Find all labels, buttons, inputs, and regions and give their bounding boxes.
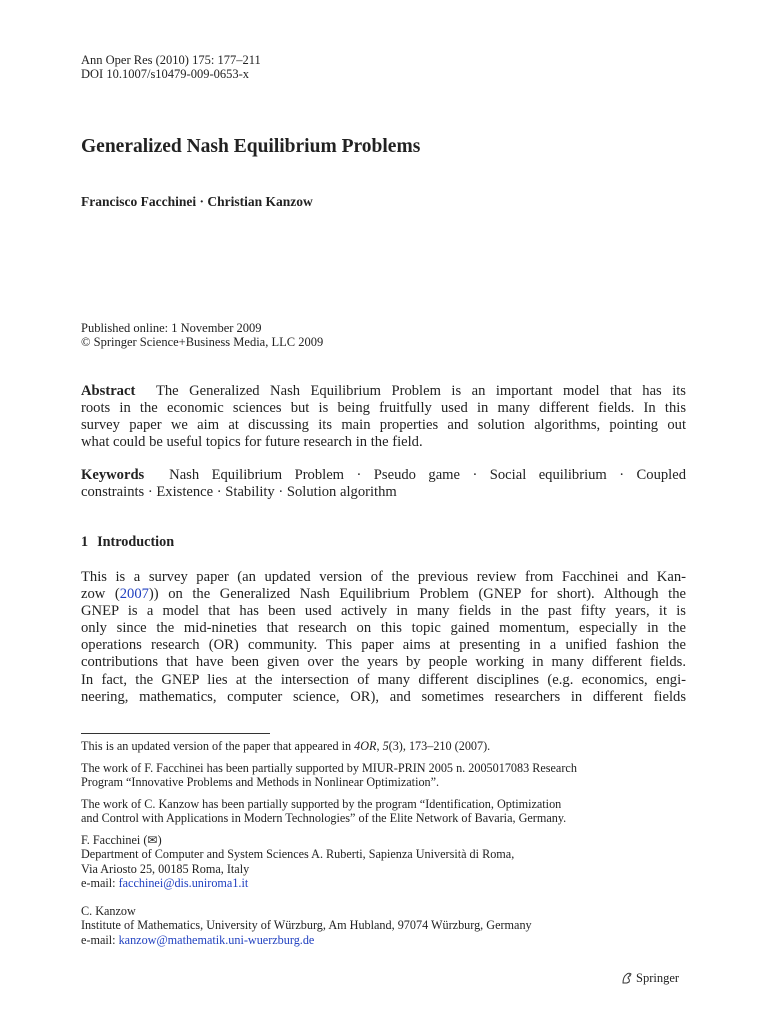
intro-line: GNEP is a model that has been used actively in many fields in the past fifty years, it is	[81, 603, 686, 620]
publisher-mark	[620, 971, 679, 986]
intro-line: contributions that have been given over the years by people working in many different fields.	[81, 654, 686, 671]
author-1-name: F. Facchinei (✉)	[81, 833, 162, 847]
doi: DOI 10.1007/s10479-009-0653-x	[81, 67, 250, 81]
section-number: 1	[81, 534, 89, 550]
paper-title: Generalized Nash Equilibrium Problems	[81, 136, 421, 157]
intro-line: In fact, the GNEP lies at the intersection of many different disciplines (e.g. economics, engi-	[81, 671, 686, 688]
abstract-line: The Generalized Nash Equilibrium Problem is an important model that has its	[155, 383, 686, 399]
abstract-line: roots in the economic sciences but is being fruitfully used in many different fields. In this	[81, 400, 686, 417]
author-1-department: Department of Computer and System Sciences A. Ruberti, Sapienza Università di Roma,	[81, 847, 515, 861]
journal-citation: Ann Oper Res (2010) 175: 177–211	[81, 53, 261, 67]
intro-line: )) on the Generalized Nash Equilibrium Problem (GNEP for short). Although the	[148, 586, 686, 603]
footnote-2-line: Program “Innovative Problems and Methods in Nonlinear Optimization”.	[81, 775, 440, 789]
copyright: © Springer Science+Business Media, LLC 2009	[81, 335, 324, 349]
intro-line: only since the mid-nineties that research on this topic gained momentum, especially in the	[81, 620, 686, 637]
author-2-email-link[interactable]: kanzow@mathematik.uni-wuerzburg.de	[118, 933, 315, 947]
author-1-address: Via Ariosto 25, 00185 Roma, Italy	[81, 862, 250, 876]
footnote-3-line: and Control with Applications in Modern Technologies” of the Elite Network of Bavaria, Germany.	[81, 811, 567, 825]
keywords-label: Keywords	[81, 467, 145, 483]
citation-link[interactable]: 2007	[119, 586, 149, 603]
authors: Francisco Facchinei · Christian Kanzow	[81, 194, 313, 209]
footnote-3-line: The work of C. Kanzow has been partially supported by the program “Identification, Optimization	[81, 797, 562, 811]
introduction-text	[81, 569, 686, 706]
footnote-rule	[81, 733, 270, 734]
footnote-2-line: The work of F. Facchinei has been partially supported by MIUR-PRIN 2005 n. 2005017083 Research	[81, 761, 577, 775]
intro-line: zow (	[81, 586, 120, 603]
author-2-institute: Institute of Mathematics, University of Würzburg, Am Hubland, 97074 Würzburg, Germany	[81, 918, 532, 932]
section-heading	[81, 534, 174, 551]
publisher-name: Springer	[636, 971, 680, 985]
author-2-email-row: e-mail: kanzow@mathematik.uni-wuerzburg.de	[81, 933, 315, 947]
footnote-1: This is an updated version of the paper that appeared in 4OR, 5(3), 173–210 (2007).	[81, 739, 491, 753]
springer-horse-icon	[620, 971, 634, 985]
author-1-email-link[interactable]: facchinei@dis.uniroma1.it	[118, 876, 249, 890]
keywords-line: constraints · Existence · Stability · Solution algorithm	[81, 484, 397, 501]
intro-line: operations research (OR) community. This paper aims at presenting in a unified fashion the	[81, 637, 686, 654]
intro-line: neering, mathematics, computer science, OR), and sometimes researchers in different fields	[81, 688, 686, 705]
abstract-line: survey paper we aim at discussing its main properties and solution algorithms, pointing out	[81, 417, 686, 434]
abstract-line: what could be useful topics for future research in the field.	[81, 434, 423, 451]
keywords-line: Nash Equilibrium Problem · Pseudo game · Social equilibrium · Coupled	[169, 467, 686, 483]
author-1-email-row: e-mail: facchinei@dis.uniroma1.it	[81, 876, 249, 890]
abstract	[81, 383, 686, 451]
author-2-name: C. Kanzow	[81, 904, 136, 918]
keywords	[81, 467, 686, 501]
published-date: Published online: 1 November 2009	[81, 321, 262, 335]
intro-line: This is a survey paper (an updated version of the previous review from Facchinei and Kan-	[81, 569, 686, 585]
abstract-label: Abstract	[81, 383, 136, 399]
section-title: Introduction	[97, 534, 175, 550]
